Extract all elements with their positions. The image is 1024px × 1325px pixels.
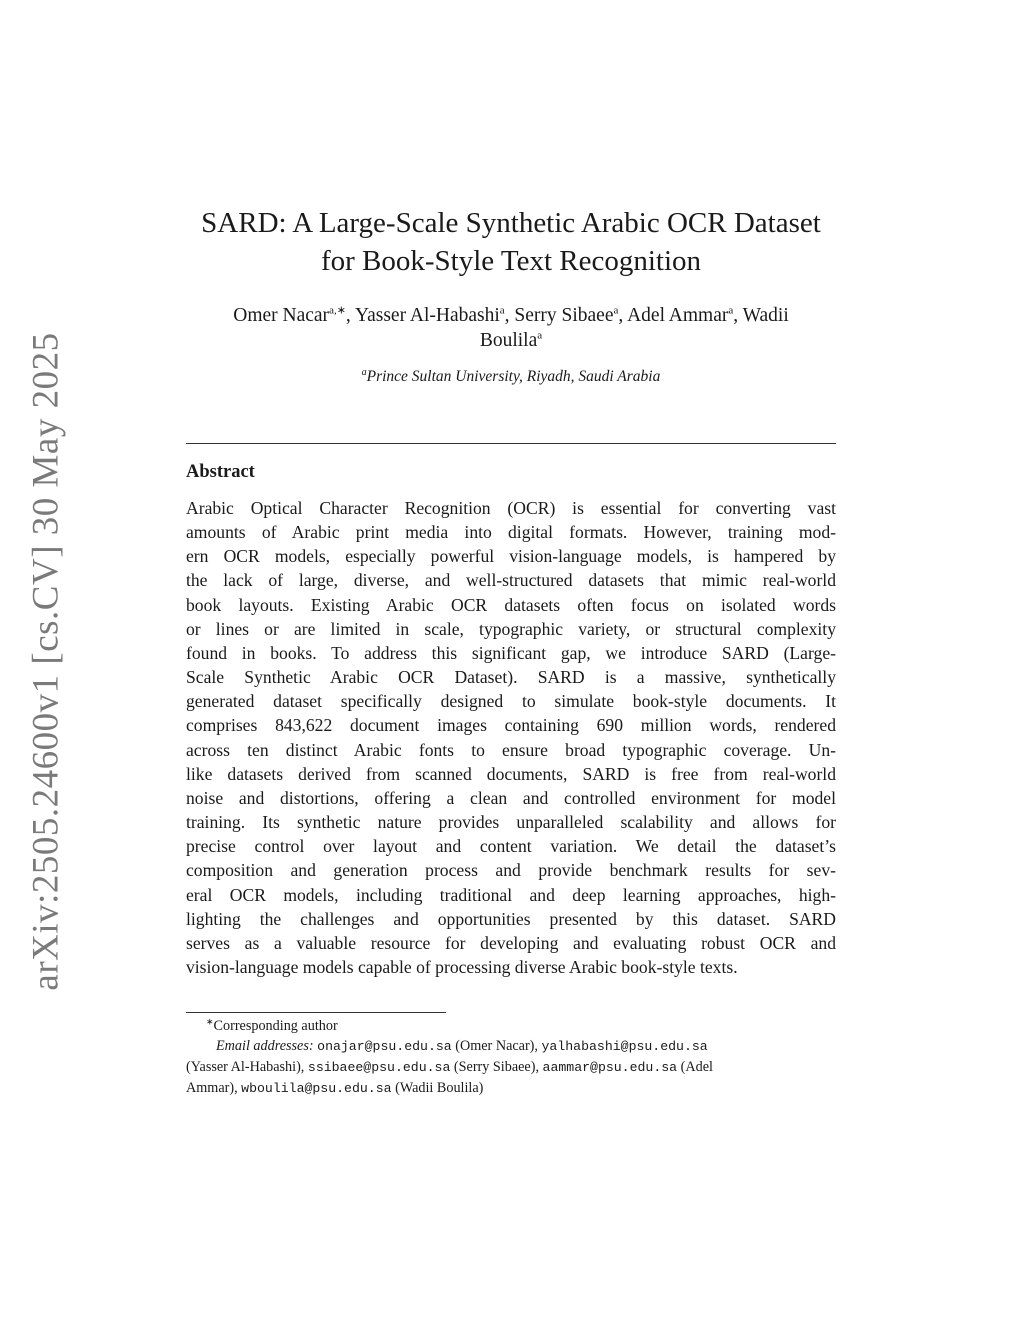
author-affiliation-marker: a bbox=[499, 304, 505, 317]
abstract-body bbox=[186, 496, 836, 979]
arxiv-identifier-text: arXiv:2505.24600v1 [cs.CV] 30 May 2025 bbox=[25, 331, 67, 991]
corresponding-author-note: ∗Corresponding author bbox=[206, 1016, 338, 1034]
author-affiliation bbox=[186, 368, 836, 386]
abstract-line: composition and generation process and provide benchmark results for sev- bbox=[186, 860, 836, 881]
abstract-line: precise control over layout and content variation. We detail the dataset’s bbox=[186, 836, 836, 857]
email-label: Email addresses: bbox=[216, 1038, 314, 1054]
abstract-line: amounts of Arabic print media into digital formats. However, training mod- bbox=[186, 522, 836, 543]
abstract-line: book layouts. Existing Arabic OCR datasets often focus on isolated words bbox=[186, 594, 836, 615]
abstract-line: comprises 843,622 document images containing 690 million words, rendered bbox=[186, 715, 836, 736]
abstract-line: found in books. To address this significant gap, we introduce SARD (Large- bbox=[186, 642, 836, 663]
author-name: Serry Sibaee bbox=[514, 305, 614, 326]
paper-title-line-1: SARD: A Large-Scale Synthetic Arabic OCR Dataset bbox=[201, 207, 821, 239]
abstract-line: ern OCR models, especially powerful vision-language models, is hampered by bbox=[186, 546, 836, 567]
paper-title bbox=[150, 204, 872, 280]
author-name: Omer Nacar bbox=[233, 305, 330, 326]
abstract-line: serves as a valuable resource for developing and evaluating robust OCR and bbox=[186, 932, 836, 953]
author-affiliation-marker: a,∗ bbox=[329, 304, 346, 317]
email-line: Ammar), wboulila@psu.edu.sa (Wadii Boulila) bbox=[186, 1080, 484, 1096]
email-link[interactable]: ssibaee@psu.edu.sa bbox=[307, 1060, 451, 1075]
arxiv-identifier-stamp bbox=[20, 331, 72, 991]
abstract-line: eral OCR models, including traditional and deep learning approaches, high- bbox=[186, 884, 836, 905]
author-affiliation-marker: a bbox=[613, 304, 619, 317]
footnotes bbox=[186, 1016, 836, 1099]
abstract-line: lighting the challenges and opportunities presented by this dataset. SARD bbox=[186, 908, 836, 929]
abstract-line: vision-language models capable of processing diverse Arabic book-style texts. bbox=[186, 956, 738, 977]
abstract-line: or lines or are limited in scale, typographic variety, or structural complexity bbox=[186, 618, 836, 639]
author-name: Adel Ammar bbox=[627, 305, 729, 326]
abstract-line: across ten distinct Arabic fonts to ensure broad typographic coverage. Un- bbox=[186, 739, 836, 760]
author-affiliation-marker: a bbox=[537, 329, 543, 342]
section-divider bbox=[186, 443, 836, 444]
author-name: Boulila bbox=[479, 330, 538, 351]
email-line: (Yasser Al-Habashi), ssibaee@psu.edu.sa (Serry Sibaee), aammar@psu.edu.sa (Adel bbox=[186, 1059, 713, 1075]
affiliation-marker: a bbox=[361, 366, 367, 378]
email-link[interactable]: aammar@psu.edu.sa bbox=[542, 1060, 678, 1075]
author-name: Yasser Al-Habashi bbox=[354, 305, 500, 326]
email-link[interactable]: onajar@psu.edu.sa bbox=[317, 1039, 452, 1054]
abstract-line: the lack of large, diverse, and well-structured datasets that mimic real-world bbox=[186, 570, 836, 591]
abstract-line: like datasets derived from scanned documents, SARD is free from real-world bbox=[186, 763, 836, 784]
abstract-line: noise and distortions, offering a clean and controlled environment for model bbox=[186, 787, 836, 808]
paper-title-line-2: for Book-Style Text Recognition bbox=[320, 245, 702, 277]
author-affiliation-marker: a bbox=[728, 304, 734, 317]
abstract-line: training. Its synthetic nature provides unparalleled scalability and allows for bbox=[186, 812, 836, 833]
author-list: Omer Nacar$^{a,∗}$, Yasser Al-Habashi$^a$, Serry Sibaee$^a$, Adel Ammar$^a$, Wadii Boulila$^a$ bbox=[233, 304, 789, 351]
email-link[interactable]: yalhabashi@psu.edu.sa bbox=[541, 1039, 708, 1054]
email-line: Email addresses: onajar@psu.edu.sa (Omer Nacar), yalhabashi@psu.edu.sa bbox=[216, 1038, 708, 1054]
footnote-divider bbox=[186, 1012, 446, 1013]
affiliation-text: Prince Sultan University, Riyadh, Saudi Arabia bbox=[366, 368, 661, 385]
email-link[interactable]: wboulila@psu.edu.sa bbox=[241, 1081, 392, 1096]
author-name: Wadii bbox=[742, 305, 789, 326]
footnote-marker: ∗ bbox=[206, 1016, 214, 1027]
abstract-heading: Abstract bbox=[186, 462, 255, 482]
abstract-line: Arabic Optical Character Recognition (OCR) is essential for converting vast bbox=[186, 498, 836, 518]
abstract-line: generated dataset specifically designed to simulate book-style documents. It bbox=[186, 691, 836, 712]
abstract-line: Scale Synthetic Arabic OCR Dataset). SARD is a massive, synthetically bbox=[186, 667, 836, 688]
